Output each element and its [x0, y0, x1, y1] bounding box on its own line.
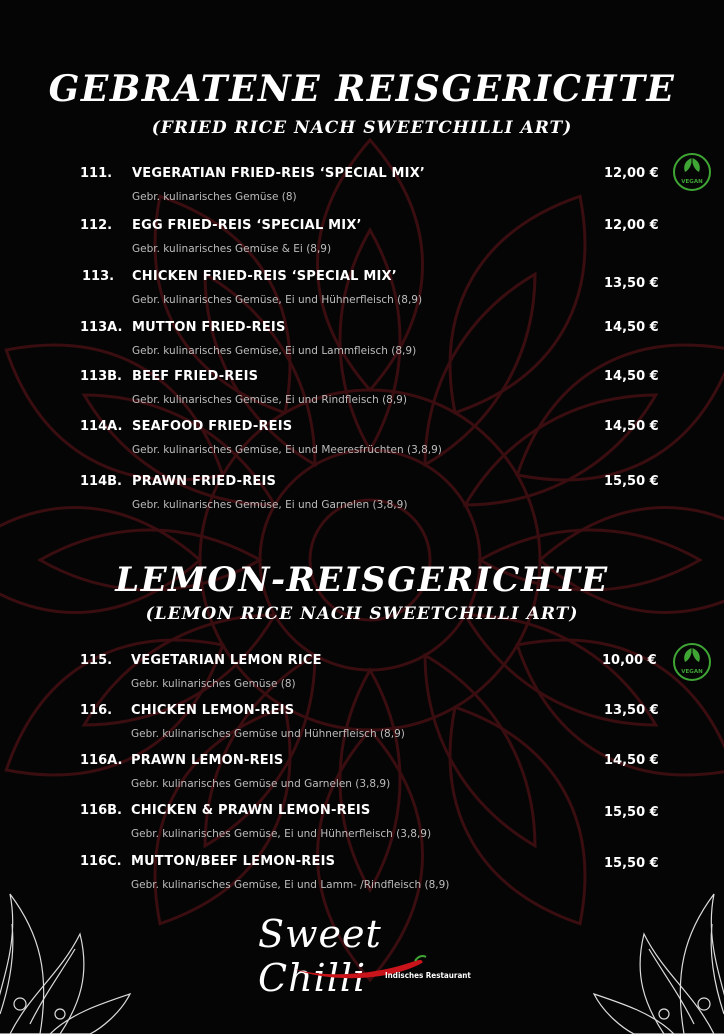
item-name: CHICKEN FRIED-REIS ‘SPECIAL MIX’: [132, 269, 397, 284]
item-number: 115.: [80, 653, 113, 668]
item-number: 116.: [80, 703, 113, 718]
item-price: 15,50 €: [604, 805, 659, 820]
item-name: VEGERATIAN FRIED-REIS ‘SPECIAL MIX’: [132, 166, 426, 181]
item-price: 13,50 €: [604, 276, 659, 291]
item-description: Gebr. kulinarisches Gemüse (8): [131, 678, 296, 690]
menu-item: [0, 753, 724, 803]
item-number: 111.: [80, 166, 113, 181]
item-price: 10,00 €: [602, 653, 657, 668]
item-price: 14,50 €: [604, 320, 659, 335]
item-number: 113.: [82, 269, 115, 284]
item-description: Gebr. kulinarisches Gemüse, Ei und Rindfleisch (8,9): [132, 394, 407, 406]
item-description: Gebr. kulinarisches Gemüse und Garnelen (3,8,9): [131, 778, 391, 790]
item-name: VEGETARIAN LEMON RICE: [131, 653, 322, 668]
menu-item: [0, 369, 724, 419]
vegan-label: VEGAN: [681, 669, 703, 675]
item-description: Gebr. kulinarisches Gemüse (8): [132, 191, 297, 203]
menu-item: [0, 320, 724, 370]
vegan-icon: [672, 152, 712, 192]
item-name: BEEF FRIED-REIS: [132, 369, 259, 384]
item-description: Gebr. kulinarisches Gemüse, Ei und Lammfleisch (8,9): [132, 345, 417, 357]
item-description: Gebr. kulinarisches Gemüse & Ei (8,9): [132, 243, 332, 255]
item-name: CHICKEN LEMON-REIS: [131, 703, 295, 718]
menu-item: [0, 854, 724, 904]
item-name: PRAWN LEMON-REIS: [131, 753, 284, 768]
item-name: EGG FRIED-REIS ‘SPECIAL MIX’: [132, 218, 362, 233]
item-price: 12,00 €: [604, 218, 659, 233]
item-price: 12,00 €: [604, 166, 659, 181]
menu-item: [0, 419, 724, 469]
menu-item: [0, 653, 724, 703]
item-price: 14,50 €: [604, 419, 659, 434]
item-price: 14,50 €: [604, 369, 659, 384]
item-number: 116B.: [80, 803, 122, 818]
item-number: 112.: [80, 218, 113, 233]
logo-tagline: Indisches Restaurant: [385, 971, 471, 980]
menu-item: [0, 166, 724, 216]
section-title-lemon-rice: LEMON-REISGERICHTE: [115, 560, 609, 600]
menu-item: [0, 803, 724, 853]
restaurant-logo: [250, 908, 490, 1000]
item-number: 116A.: [80, 753, 123, 768]
menu-item: [0, 218, 724, 268]
item-name: MUTTON/BEEF LEMON-REIS: [131, 854, 336, 869]
vegan-icon: [672, 642, 712, 682]
logo-name: Sweet Chilli: [258, 912, 382, 1000]
item-description: Gebr. kulinarisches Gemüse, Ei und Hühnerfleisch (3,8,9): [131, 828, 432, 840]
item-name: MUTTON FRIED-REIS: [132, 320, 286, 335]
item-number: 113A.: [80, 320, 123, 335]
item-name: PRAWN FRIED-REIS: [132, 474, 277, 489]
item-number: 114B.: [80, 474, 122, 489]
item-description: Gebr. kulinarisches Gemüse und Hühnerfleisch (8,9): [131, 728, 405, 740]
item-price: 14,50 €: [604, 753, 659, 768]
item-description: Gebr. kulinarisches Gemüse, Ei und Lamm- /Rindfleisch (8,9): [131, 879, 450, 891]
vegan-label: VEGAN: [681, 179, 703, 185]
menu-item: [0, 269, 724, 319]
section-title-fried-rice: GEBRATENE REISGERICHTE: [48, 68, 676, 110]
section-subtitle-lemon-rice: (LEMON RICE NACH SWEETCHILLI ART): [145, 604, 579, 624]
item-number: 113B.: [80, 369, 122, 384]
item-description: Gebr. kulinarisches Gemüse, Ei und Garnelen (3,8,9): [132, 499, 408, 511]
menu-item: [0, 474, 724, 524]
item-number: 116C.: [80, 854, 122, 869]
item-name: SEAFOOD FRIED-REIS: [132, 419, 293, 434]
item-price: 13,50 €: [604, 703, 659, 718]
item-description: Gebr. kulinarisches Gemüse, Ei und Hühnerfleisch (8,9): [132, 294, 423, 306]
item-number: 114A.: [80, 419, 123, 434]
item-description: Gebr. kulinarisches Gemüse, Ei und Meeresfrüchten (3,8,9): [132, 444, 442, 456]
item-price: 15,50 €: [604, 474, 659, 489]
item-name: CHICKEN & PRAWN LEMON-REIS: [131, 803, 371, 818]
menu-item: [0, 703, 724, 753]
section-subtitle-fried-rice: (FRIED RICE NACH SWEETCHILLI ART): [151, 118, 573, 138]
item-price: 15,50 €: [604, 856, 659, 871]
